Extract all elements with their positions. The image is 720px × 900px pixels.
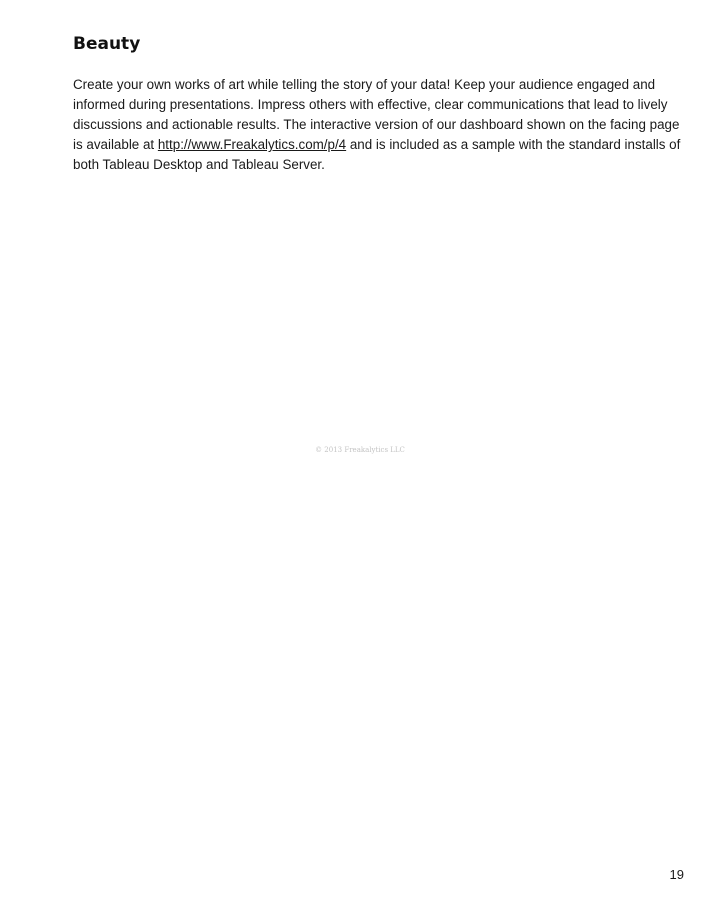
copyright-watermark: © 2013 Freakalytics LLC <box>315 446 405 454</box>
body-paragraph <box>73 75 683 175</box>
paragraph-text-after-link: and is included as a sample with the standard installs of both Tableau Desktop and Tableau Server. <box>73 137 681 172</box>
section-heading: Beauty <box>73 34 141 54</box>
freakalytics-link[interactable]: http://www.Freakalytics.com/p/4 <box>157 137 347 152</box>
paragraph-text-before-link: Create your own works of art while telling the story of your data! Keep your audience engaged and informed during presentations. Impress others with effective, clear communications that lead to lively discussions and actionable results. The interactive version of our dashboard shown on the facing page is available at <box>73 77 680 152</box>
page-number: 19 <box>669 867 684 882</box>
